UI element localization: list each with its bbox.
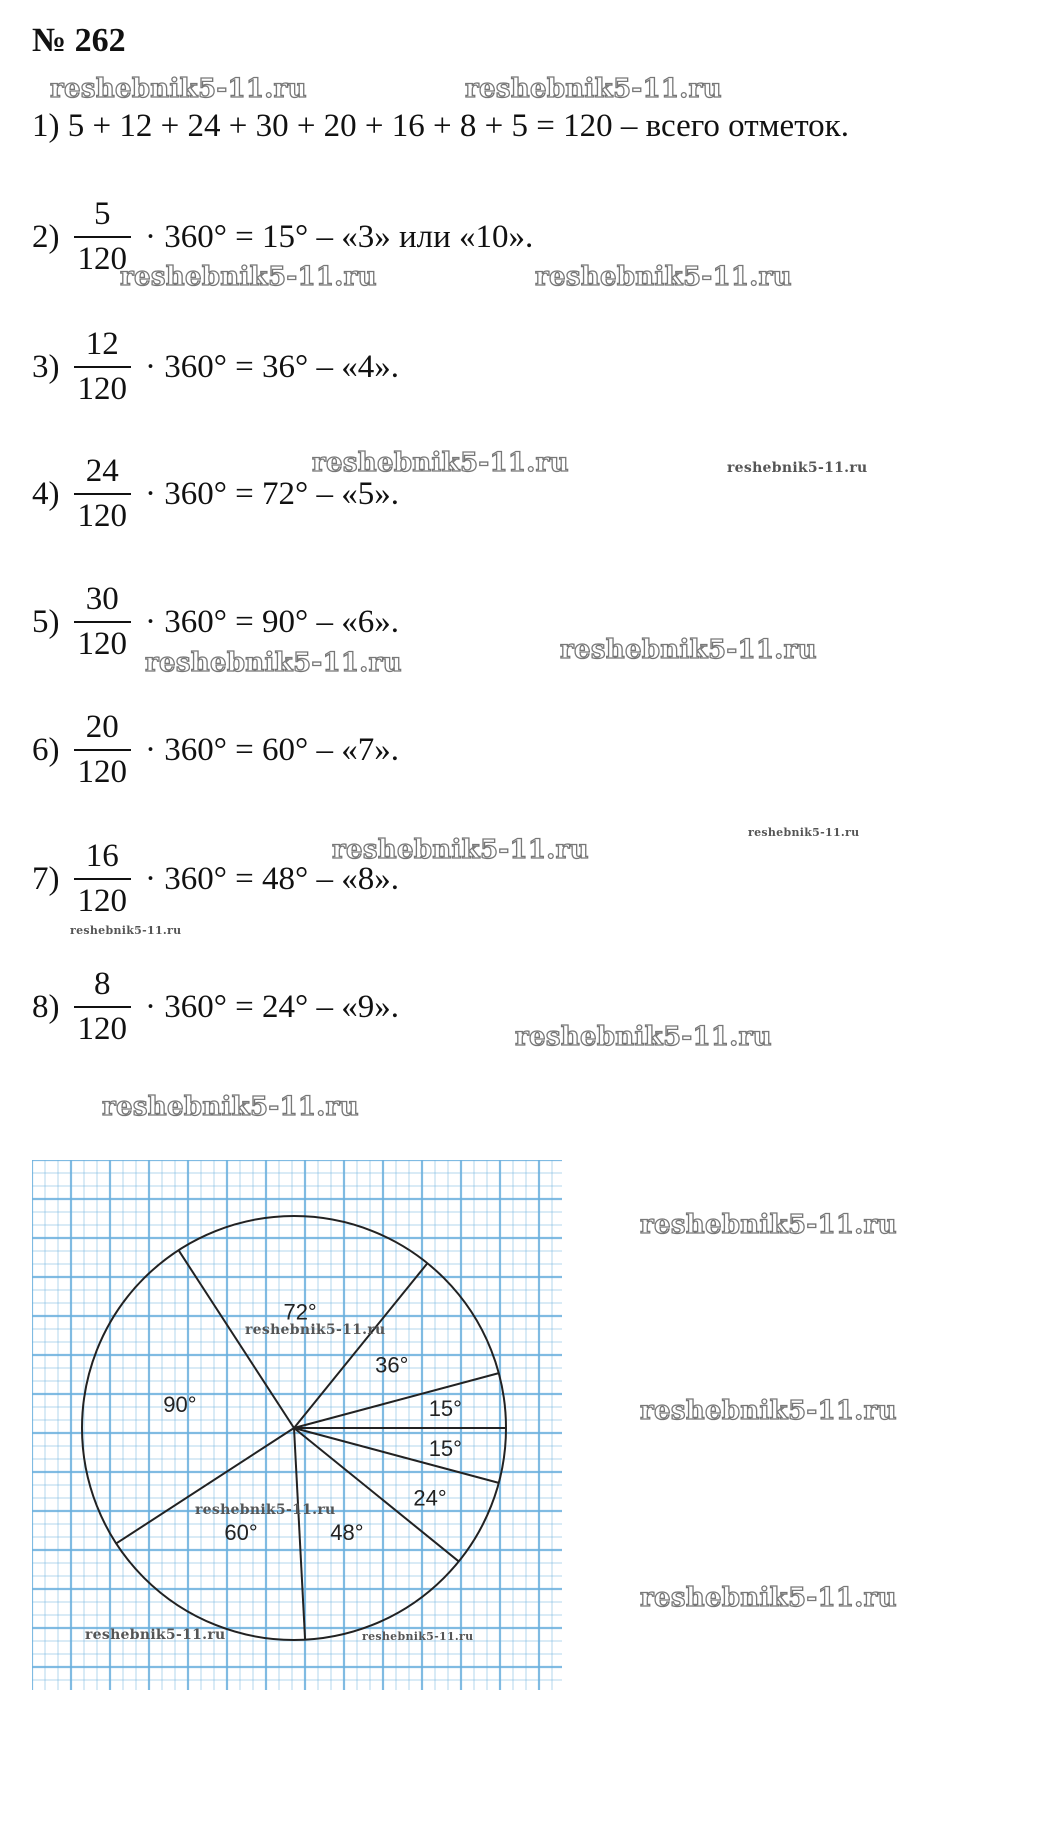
fraction <box>74 455 132 533</box>
denominator: 120 <box>74 621 132 661</box>
numerator: 8 <box>94 966 111 1002</box>
step-result: · 360° = 48° – «8». <box>145 860 399 897</box>
problem-number: № 262 <box>32 22 126 59</box>
numerator: 16 <box>85 838 119 874</box>
step-number: 2) <box>32 218 60 255</box>
step-number: 8) <box>32 988 60 1025</box>
denominator: 120 <box>74 878 132 918</box>
denominator: 120 <box>74 493 132 533</box>
step-number: 5) <box>32 603 60 640</box>
fraction <box>74 711 132 789</box>
watermark: reshebnik5-11.ru <box>145 648 402 678</box>
step-result: · 360° = 36° – «4». <box>145 348 399 385</box>
denominator: 120 <box>74 366 132 406</box>
slice-boundary <box>116 1428 294 1543</box>
slice-label: 60° <box>224 1519 258 1545</box>
watermark: reshebnik5-11.ru <box>195 1502 336 1518</box>
watermark: reshebnik5-11.ru <box>120 262 377 292</box>
numerator: 30 <box>85 581 119 617</box>
watermark: reshebnik5-11.ru <box>465 74 722 104</box>
pie-chart-svg <box>32 1160 562 1690</box>
step-number: 3) <box>32 348 60 385</box>
watermark: reshebnik5-11.ru <box>560 635 817 665</box>
watermark: reshebnik5-11.ru <box>362 1630 474 1643</box>
watermark: reshebnik5-11.ru <box>102 1092 359 1122</box>
slice-label: 15° <box>428 1435 462 1461</box>
step-number: 6) <box>32 731 60 768</box>
watermark: reshebnik5-11.ru <box>50 74 307 104</box>
step-6 <box>32 711 399 789</box>
slice-label: 48° <box>330 1519 364 1545</box>
step-result: · 360° = 60° – «7». <box>145 731 399 768</box>
numerator: 5 <box>94 196 111 232</box>
fraction <box>74 328 132 406</box>
numerator: 20 <box>85 709 119 745</box>
step-1-total: 1) 5 + 12 + 24 + 30 + 20 + 16 + 8 + 5 = 120 – всего отметок. <box>32 108 849 144</box>
watermark: reshebnik5-11.ru <box>245 1322 386 1338</box>
fraction <box>74 968 132 1046</box>
denominator: 120 <box>74 1006 132 1046</box>
step-result: · 360° = 15° – «3» или «10». <box>145 218 534 255</box>
slice-label: 15° <box>428 1396 462 1422</box>
watermark: reshebnik5-11.ru <box>85 1627 226 1643</box>
denominator: 120 <box>74 236 132 276</box>
watermark: reshebnik5-11.ru <box>640 1210 897 1240</box>
fraction <box>74 583 132 661</box>
slice-label: 36° <box>375 1352 409 1378</box>
slice-label: 24° <box>413 1485 447 1511</box>
fraction <box>74 840 132 918</box>
watermark: reshebnik5-11.ru <box>535 262 792 292</box>
step-result: · 360° = 90° – «6». <box>145 603 399 640</box>
denominator: 120 <box>74 749 132 789</box>
slice-label: 90° <box>163 1391 197 1417</box>
watermark: reshebnik5-11.ru <box>748 826 860 839</box>
watermark: reshebnik5-11.ru <box>515 1022 772 1052</box>
watermark: reshebnik5-11.ru <box>727 460 868 476</box>
watermark: reshebnik5-11.ru <box>312 448 569 478</box>
slice-boundary <box>294 1428 305 1640</box>
numerator: 24 <box>85 453 119 489</box>
numerator: 12 <box>85 326 119 362</box>
slice-boundary <box>294 1263 427 1428</box>
step-result: · 360° = 24° – «9». <box>145 988 399 1025</box>
watermark: reshebnik5-11.ru <box>332 835 589 865</box>
step-number: 4) <box>32 475 60 512</box>
watermark: reshebnik5-11.ru <box>640 1396 897 1426</box>
step-number: 7) <box>32 860 60 897</box>
slice-label: 72° <box>283 1299 317 1325</box>
step-result: · 360° = 72° – «5». <box>145 475 399 512</box>
watermark: reshebnik5-11.ru <box>640 1583 897 1613</box>
watermark: reshebnik5-11.ru <box>70 924 182 937</box>
step-3 <box>32 328 399 406</box>
step-8 <box>32 968 399 1046</box>
pie-chart <box>32 1160 562 1690</box>
